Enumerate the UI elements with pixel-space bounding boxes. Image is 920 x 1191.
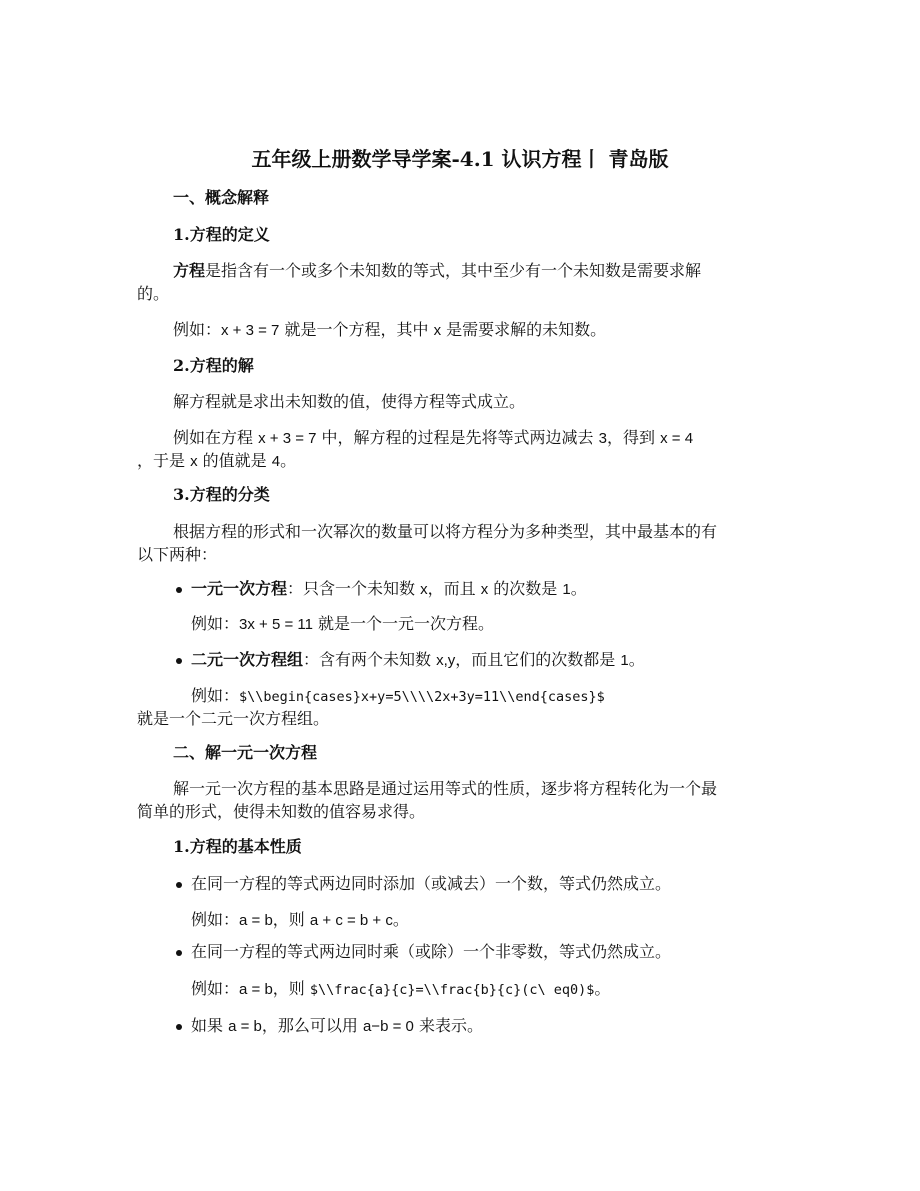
example-text: ，于是 <box>137 451 191 470</box>
example-text: ，则 <box>272 979 310 998</box>
example-label: 例如： <box>191 614 240 633</box>
example-text: 。 <box>392 910 409 929</box>
item-text: 来表示。 <box>413 1016 483 1035</box>
bullet-icon <box>176 587 182 593</box>
paragraph-solution: 解方程就是求出未知数的值，使得方程等式成立。 <box>173 392 526 411</box>
example-text: 的值就是 <box>197 451 272 470</box>
paragraph-solving-end: 简单的形式，使得未知数的值容易求得。 <box>137 802 426 821</box>
bullet-icon <box>176 658 182 664</box>
subheading-definition: 1.方程的定义 <box>173 225 270 244</box>
math-equation: x + 3 = 7 <box>221 322 280 339</box>
example-text: 就是一个一元一次方程。 <box>312 614 495 633</box>
math-equation: a = b <box>239 981 273 998</box>
paragraph-solving: 解一元一次方程的基本思路是通过运用等式的性质，逐步将方程转化为一个最 <box>173 779 718 798</box>
list-item-property-difference <box>191 1016 483 1037</box>
bullet-icon <box>176 1024 182 1030</box>
item-text: ：含有两个未知数 <box>303 650 437 669</box>
subheading-properties: 1.方程的基本性质 <box>173 837 302 856</box>
item-text: 的次数是 <box>488 579 563 598</box>
item-text: ，而且它们的次数都是 <box>455 650 621 669</box>
example-solution-end <box>137 451 296 472</box>
item-text: ，而且 <box>427 579 481 598</box>
example-text: 例如在方程 <box>173 428 259 447</box>
example-property-multiply <box>191 979 610 1000</box>
example-linear-system <box>191 686 605 707</box>
math-equation: x = 4 <box>660 430 694 447</box>
example-text: 中，解方程的过程是先将等式两边减去 <box>316 428 599 447</box>
example-label: 例如： <box>191 686 240 705</box>
definition-text: 是指含有一个或多个未知数的等式，其中至少有一个未知数是需要求解 <box>205 261 702 280</box>
math-number: 1 <box>620 652 629 669</box>
math-number: 4 <box>271 453 281 470</box>
math-equation: 3x + 5 = 11 <box>239 616 313 633</box>
math-equation: x + 3 = 7 <box>258 430 317 447</box>
paragraph-definition <box>173 261 701 281</box>
list-item-linear-equation <box>191 579 587 600</box>
example-text: 。 <box>280 451 297 470</box>
math-equation: a + c = b + c <box>309 912 393 929</box>
math-equation: a = b <box>228 1018 262 1035</box>
math-number: 3 <box>598 430 607 447</box>
list-item-property-add: 在同一方程的等式两边同时添加（或减去）一个数，等式仍然成立。 <box>191 874 672 893</box>
example-label: 例如： <box>173 320 222 339</box>
bullet-icon <box>176 950 182 956</box>
example-text: 是需要求解的未知数。 <box>441 320 607 339</box>
example-property-add <box>191 910 409 931</box>
math-variable: x <box>433 322 442 339</box>
subheading-classification: 3.方程的分类 <box>173 485 270 504</box>
item-text: 如果 <box>191 1016 229 1035</box>
term-equation: 方程 <box>173 261 206 280</box>
item-text: ，那么可以用 <box>261 1016 363 1035</box>
example-text: ，则 <box>272 910 310 929</box>
subheading-solution: 2.方程的解 <box>173 356 254 375</box>
paragraph-classification-end: 以下两种： <box>137 545 218 564</box>
paragraph-definition-end: 的。 <box>137 284 170 303</box>
list-item-linear-system <box>191 650 645 671</box>
math-number: 1 <box>562 581 571 598</box>
term-linear-equation: 一元一次方程 <box>191 579 288 598</box>
latex-source: $\\begin{cases}x+y=5\\\\2x+3y=11\\end{cases}$ <box>239 689 605 705</box>
math-variable: x,y <box>436 652 456 669</box>
example-label: 例如： <box>191 910 240 929</box>
example-solution <box>173 428 693 449</box>
math-equation: a−b = 0 <box>362 1018 414 1035</box>
example-linear-equation <box>191 614 494 635</box>
math-variable: x <box>190 453 198 470</box>
term-linear-system: 二元一次方程组 <box>191 650 304 669</box>
section-heading-concepts: 一、概念解释 <box>173 188 270 207</box>
math-equation: a = b <box>239 912 273 929</box>
list-item-property-multiply: 在同一方程的等式两边同时乘（或除）一个非零数，等式仍然成立。 <box>191 942 672 961</box>
example-label: 例如： <box>191 979 240 998</box>
example-text: 。 <box>594 979 611 998</box>
latex-source: $\\frac{a}{c}=\\frac{b}{c}(c\ eq0)$ <box>309 982 595 998</box>
page-title: 五年级上册数学导学案-4.1 认识方程丨 青岛版 <box>251 147 669 171</box>
item-text: 。 <box>570 579 587 598</box>
example-definition <box>173 320 606 341</box>
item-text: ：只含一个未知数 <box>287 579 421 598</box>
paragraph-classification: 根据方程的形式和一次幂次的数量可以将方程分为多种类型，其中最基本的有 <box>173 522 718 541</box>
example-linear-system-end: 就是一个二元一次方程组。 <box>137 709 330 728</box>
bullet-icon <box>176 882 182 888</box>
example-text: ，得到 <box>607 428 661 447</box>
section-heading-solving: 二、解一元一次方程 <box>173 743 318 762</box>
example-text: 就是一个方程，其中 <box>279 320 434 339</box>
item-text: 。 <box>628 650 645 669</box>
math-variable: x <box>480 581 489 598</box>
math-variable: x <box>420 581 428 598</box>
